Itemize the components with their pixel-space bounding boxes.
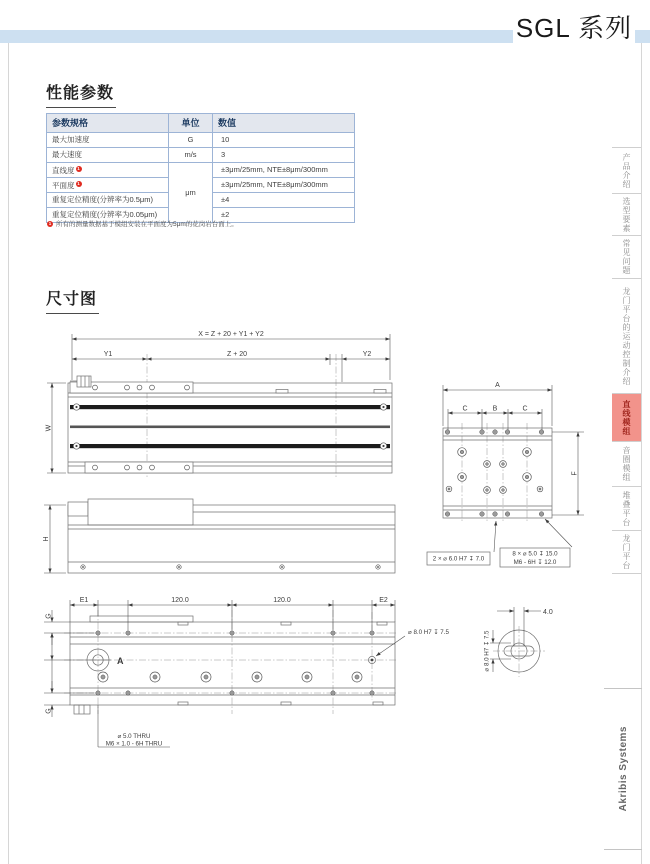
bottom-hole-rows (96, 631, 374, 695)
cell-value: ±3μm/25mm, NTE±8μm/300mm (213, 163, 355, 178)
dim-label-c-right: C (522, 405, 528, 413)
sidebar-item-gantry-motion-control[interactable]: 龙门平台的运动控制介绍 (612, 278, 641, 393)
dim-label-x: X = Z + 20 + Y1 + Y2 (198, 331, 264, 338)
cell-unit: m/s (169, 148, 213, 163)
cell-param (47, 178, 169, 193)
table-row (47, 148, 355, 163)
sidebar-item-linear-module[interactable]: 直线模组 (612, 393, 641, 441)
callout-thru-line2: M6 × 1.0 - 6H THRU (105, 740, 163, 748)
cell-param: 重复定位精度(分辨率为0.05μm) (47, 208, 169, 223)
sidebar-item-gantry-stage[interactable]: 龙门平台 (612, 530, 641, 574)
table-footnote (47, 219, 238, 228)
brand-vertical-box (604, 688, 642, 850)
callout-locating-hole: ⌀ 8.0 H7 ↧ 7.5 (408, 629, 449, 636)
col-header-value: 数值 (213, 114, 355, 133)
table-row (47, 133, 355, 148)
sidebar-item-stacked-stage[interactable]: 堆叠平台 (612, 486, 641, 530)
sidebar-item-voice-coil-module[interactable]: 音圈模组 (612, 441, 641, 486)
footnote-text: 所有的测量数据基于模组安装在平面度为5μm的花岗岩台面上。 (56, 221, 238, 228)
table-header-row (47, 114, 355, 133)
cell-value: ±4 (213, 193, 355, 208)
dim-label-e1: E1 (79, 597, 89, 604)
dim-label-y1: Y1 (103, 351, 113, 358)
cell-param: 最大加速度 (47, 133, 169, 148)
param-text: 直线度 (52, 165, 75, 175)
detail-label-a: A (117, 656, 124, 666)
connector-block-bottom (74, 705, 90, 714)
plan-view (46, 331, 393, 478)
detail-view-a (484, 607, 553, 677)
footnote-marker-icon: 1 (77, 180, 80, 186)
dim-label-120-left: 120.0 (171, 597, 189, 604)
section-title-dimensions: 尺寸图 (46, 286, 99, 314)
dim-label-bore: ⌀ 8.0 H7 ↧ 7.5 (483, 630, 491, 672)
param-text: 平面度 (52, 180, 75, 190)
cell-value: ±3μm/25mm, NTE±8μm/300mm (213, 178, 355, 193)
dim-label-y2: Y2 (362, 351, 372, 358)
callout-pin-holes: 2 × ⌀ 6.0 H7 ↧ 7.0 (432, 555, 485, 563)
cell-param: 重复定位精度(分辨率为0.5μm) (47, 193, 169, 208)
footnote-marker-icon: 1 (77, 165, 80, 171)
dim-label-f: F (571, 471, 579, 476)
section-title-performance: 性能参数 (46, 80, 116, 108)
performance-table (46, 113, 355, 223)
end-view (427, 382, 584, 567)
side-tab-bar (612, 147, 641, 574)
table-row (47, 163, 355, 178)
callout-mount-holes-line1: 8 × ⌀ 5.0 ↧ 15.0 (512, 550, 558, 558)
page-title: SGL 系列 (515, 12, 633, 43)
dim-label-z: Z + 20 (226, 351, 248, 358)
callout-mount-holes-line2: M6 - 6H ↧ 12.0 (513, 559, 557, 566)
magnet-rails (70, 405, 390, 448)
dim-label-b: B (492, 405, 498, 413)
dim-label-w: W (45, 424, 53, 432)
base-screws (81, 565, 380, 569)
sidebar-item-selection-factors[interactable]: 选型要素 (612, 193, 641, 235)
sidebar-item-product-intro[interactable]: 产品介绍 (612, 147, 641, 193)
side-view (43, 499, 395, 573)
callout-thru-line1: ⌀ 5.0 THRU (117, 733, 151, 740)
dim-label-g-top: G (45, 613, 53, 619)
dim-label-a: A (495, 382, 500, 389)
dim-label-g-bottom: G (45, 708, 53, 714)
dim-label-h: H (43, 536, 50, 542)
cell-unit: G (169, 133, 213, 148)
footnote-marker-icon: 1 (48, 220, 52, 226)
sidebar-item-faq[interactable]: 常见问题 (612, 235, 641, 278)
cell-value: ±2 (213, 208, 355, 223)
dim-label-c-left: C (462, 405, 468, 413)
cell-value: 3 (213, 148, 355, 163)
cell-param (47, 163, 169, 178)
bottom-view (44, 597, 449, 748)
page-title-wrap (513, 4, 635, 48)
cell-value: 10 (213, 133, 355, 148)
dim-label-e2: E2 (379, 597, 388, 604)
brand-text: Akribis Systems (617, 726, 629, 812)
dim-label-slot-width: 4.0 (543, 609, 553, 616)
cell-unit-merged: μm (169, 163, 213, 223)
mounting-hole-pattern (446, 448, 543, 494)
dim-label-120-right: 120.0 (273, 597, 291, 604)
col-header-unit: 单位 (169, 114, 213, 133)
cell-param: 最大速度 (47, 148, 169, 163)
dimension-drawing (0, 325, 650, 770)
col-header-param: 参数规格 (47, 114, 169, 133)
